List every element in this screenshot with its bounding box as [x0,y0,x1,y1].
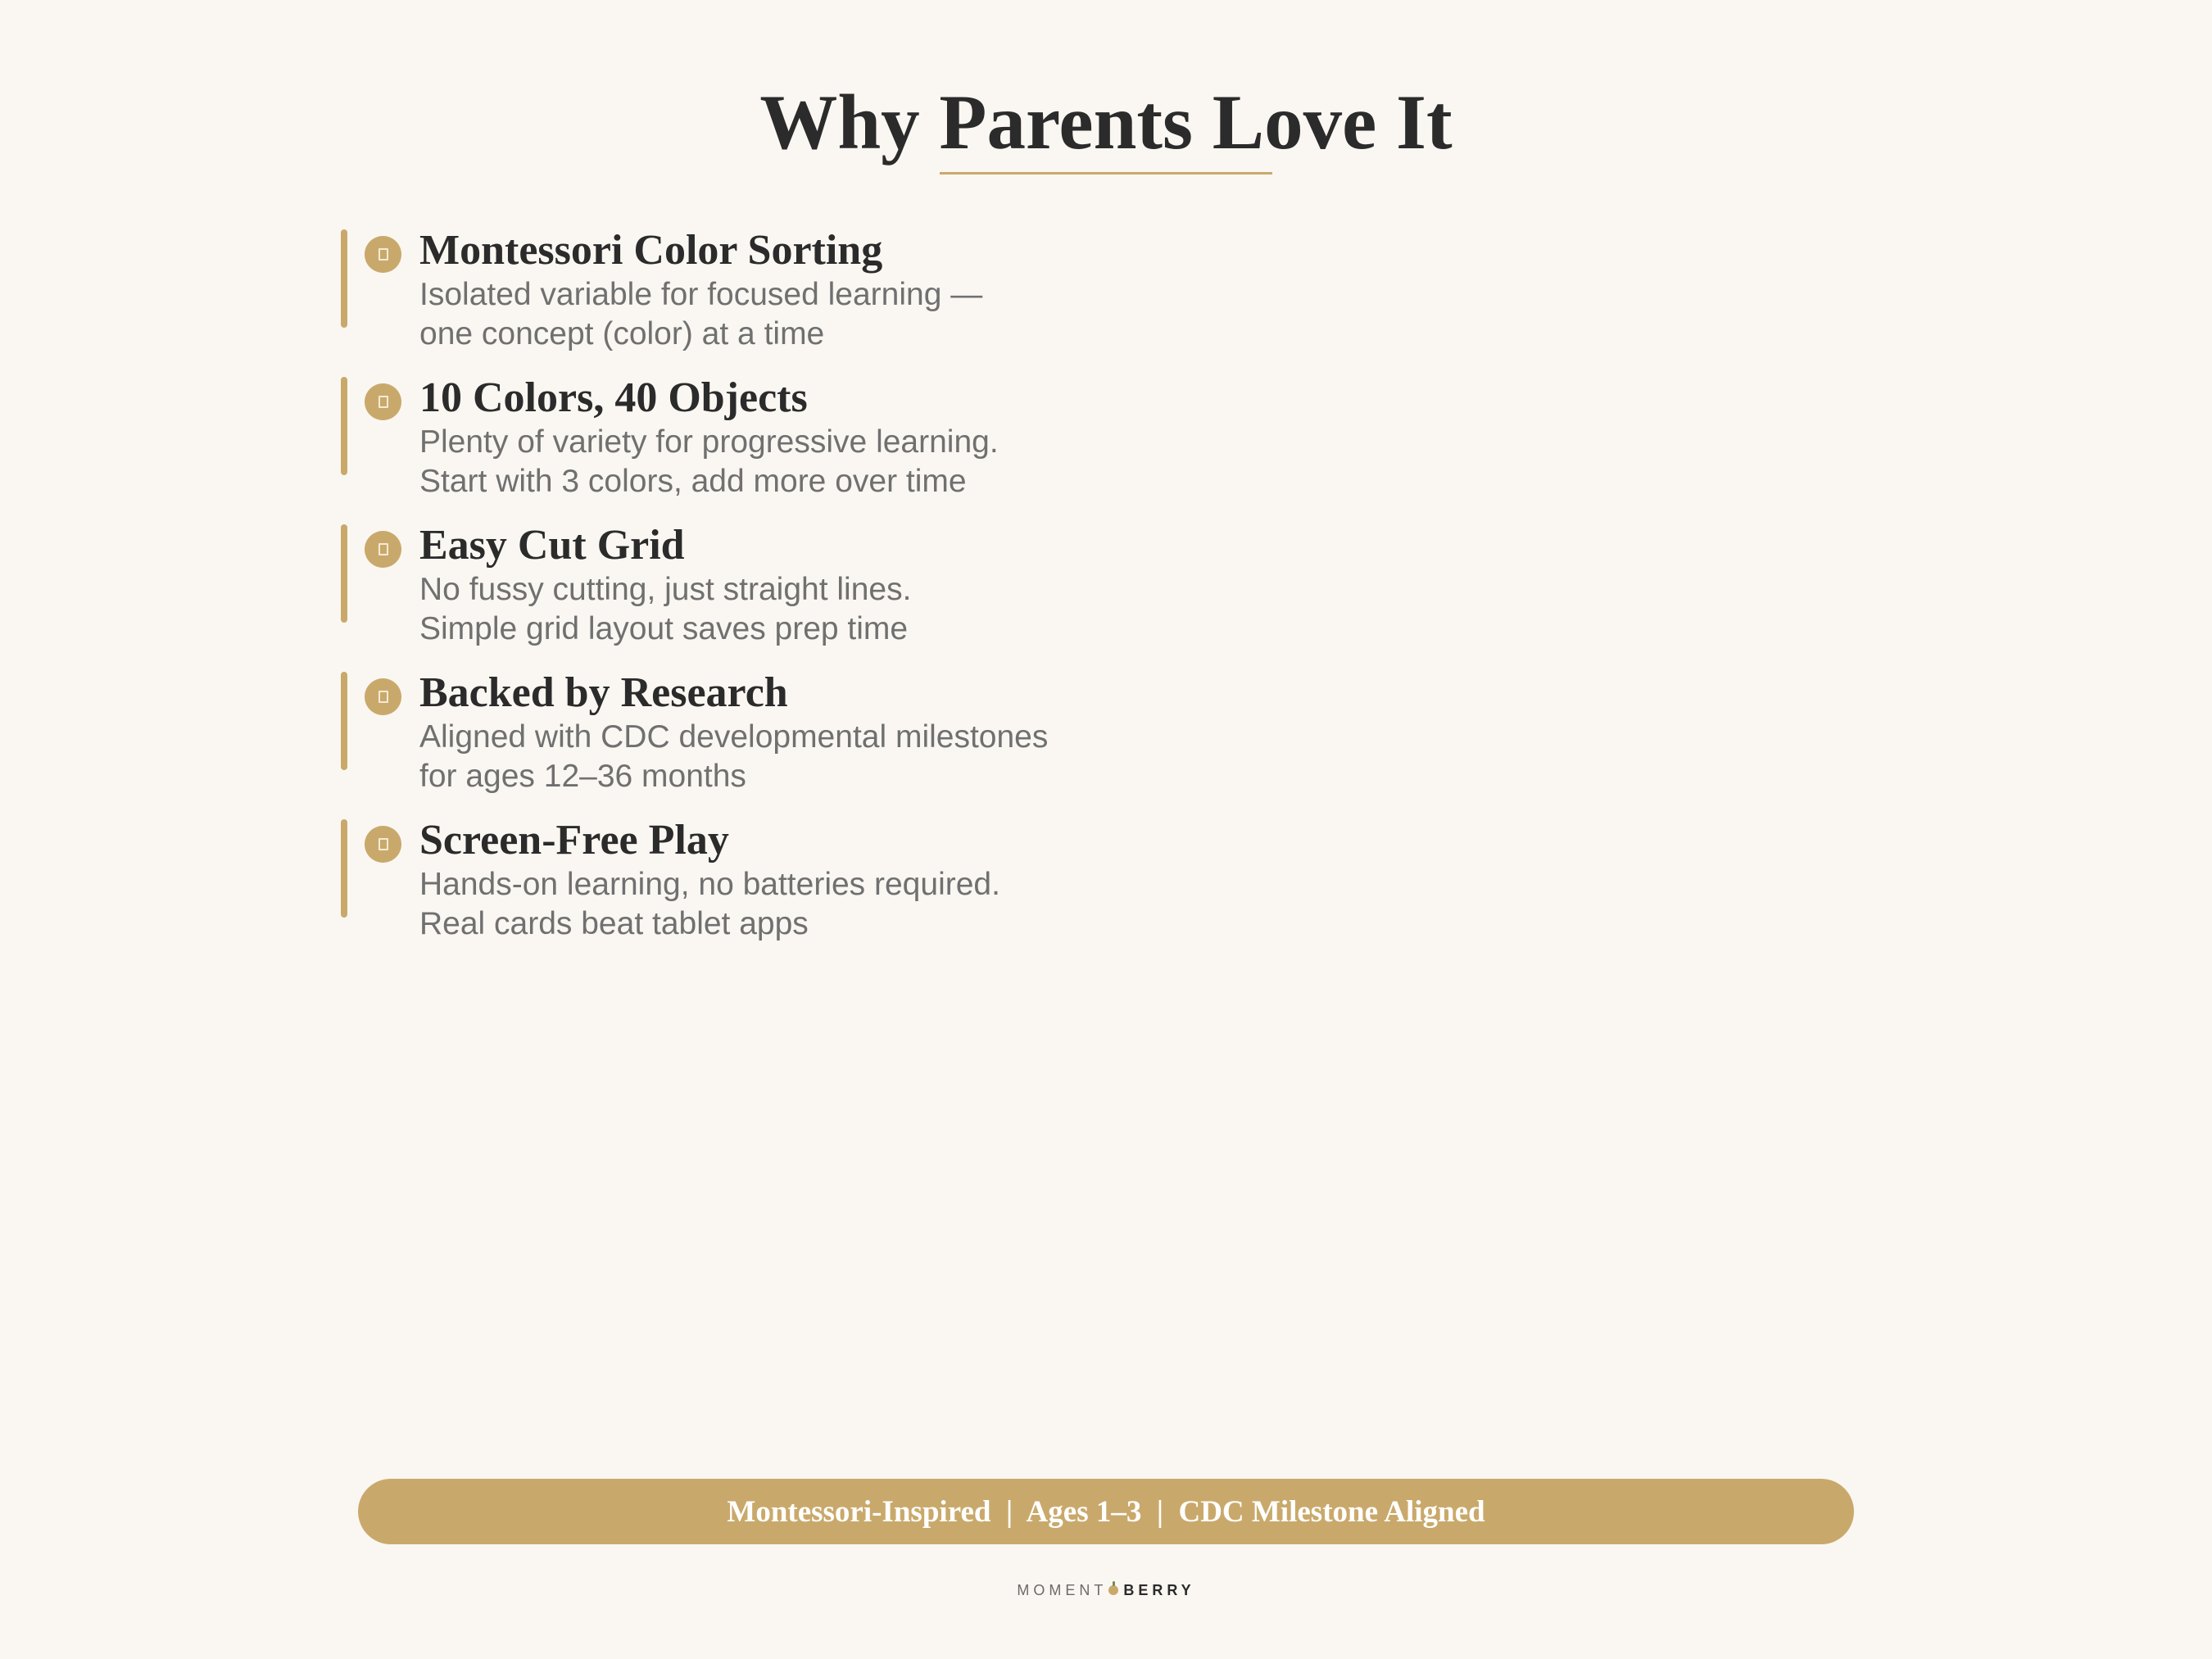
page-title: Why Parents Love It [759,79,1453,165]
feature-description [419,718,1048,796]
feature-description [419,275,982,354]
feature-item [341,522,1570,646]
feature-icon [365,236,401,273]
feature-description-line: Simple grid layout saves prep time [419,611,909,646]
feature-item [341,817,1570,941]
brand-name-left: MOMENT [1017,1582,1108,1598]
feature-icon [365,383,401,420]
feature-icon [365,531,401,568]
feature-item [341,227,1570,351]
feature-description-line: Real cards beat tablet apps [419,906,809,941]
feature-description-line: Hands-on learning, no batteries required. [419,867,1000,902]
feature-icon [365,826,401,863]
feature-accent-bar [341,377,347,475]
feature-accent-bar [341,819,347,918]
feature-description-line: Isolated variable for focused learning — [419,277,983,312]
feature-description [419,423,999,501]
feature-item [341,669,1570,794]
feature-description-line: Aligned with CDC developmental milestones [419,719,1049,755]
feature-title: Montessori Color Sorting [419,227,883,274]
feature-description-line: for ages 12–36 months [419,759,746,794]
feature-accent-bar [341,229,347,328]
feature-banner: Montessori-Inspired | Ages 1–3 | CDC Milestone Aligned [358,1479,1854,1544]
feature-title: Easy Cut Grid [419,522,685,569]
feature-accent-bar [341,524,347,623]
title-underline [940,172,1272,175]
berry-icon [1108,1585,1118,1595]
feature-title: 10 Colors, 40 Objects [419,374,808,421]
feature-title: Backed by Research [419,669,788,716]
brand-name-right: BERRY [1123,1582,1195,1598]
feature-description-line: one concept (color) at a time [419,316,825,351]
feature-list [341,229,1570,967]
feature-description-line: No fussy cutting, just straight lines. [419,572,912,607]
feature-description-line: Start with 3 colors, add more over time [419,464,967,499]
feature-icon [365,678,401,715]
feature-accent-bar [341,672,347,770]
feature-title: Screen-Free Play [419,817,729,863]
feature-description [419,865,1000,944]
feature-description [419,570,911,649]
brand-logo [0,1580,2212,1601]
feature-item [341,374,1570,499]
feature-description-line: Plenty of variety for progressive learning. [419,424,999,460]
